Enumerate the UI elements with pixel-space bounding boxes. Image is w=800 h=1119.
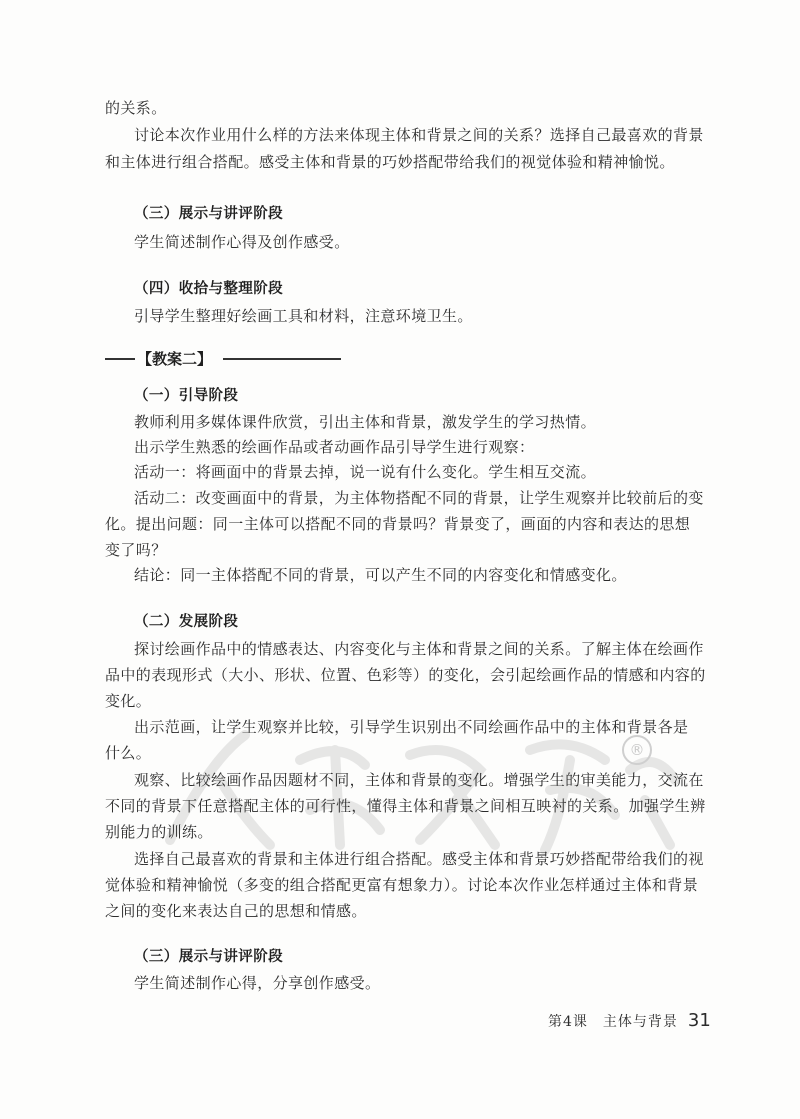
paragraph-line: 教师利用多媒体课件欣赏，引出主体和背景，激发学生的学习热情。 (134, 413, 597, 431)
paragraph-line: 什么。 (105, 744, 152, 762)
paragraph-line: 引导学生整理好绘画工具和材料，注意环境卫生。 (134, 307, 473, 325)
paragraph-line: 观察、比较绘画作品因题材不同，主体和背景的变化。增强学生的审美能力，交流在 (134, 771, 704, 789)
paragraph-line: 之间的变化来表达自己的思想和情感。 (105, 902, 367, 920)
paragraph-line: 结论：同一主体搭配不同的背景，可以产生不同的内容变化和情感变化。 (134, 566, 627, 584)
stage-heading: （三）展示与讲评阶段 (134, 206, 283, 222)
lesson-title: 第4课 主体与背景 (548, 1014, 678, 1030)
paragraph-line: 化。提出问题：同一主体可以搭配不同的背景吗？背景变了，画面的内容和表达的思想 (105, 515, 691, 533)
section-title-text: 【教案二】 (137, 350, 213, 368)
paragraph-line: 出示范画，让学生观察并比较，引导学生识别出不同绘画作品中的主体和背景各是 (134, 718, 689, 736)
paragraph-line: 和主体进行组合搭配。感受主体和背景的巧妙搭配带给我们的视觉体验和精神愉悦。 (105, 153, 675, 171)
paragraph-line: 出示学生熟悉的绘画作品或者动画作品引导学生进行观察： (134, 438, 535, 456)
paragraph-line: 品中的表现形式（大小、形状、位置、色彩等）的变化，会引起绘画作品的情感和内容的 (105, 666, 706, 684)
stage-heading: （二）发展阶段 (134, 614, 239, 630)
paragraph-line: 觉体验和精神愉悦（多变的组合搭配更富有想象力）。讨论本次作业怎样通过主体和背景 (105, 876, 699, 894)
stage-heading: （三）展示与讲评阶段 (134, 949, 283, 965)
stage-heading: （一）引导阶段 (134, 388, 239, 404)
stage-heading: （四）收拾与整理阶段 (134, 281, 283, 297)
paragraph-line: 选择自己最喜欢的背景和主体进行组合搭配。感受主体和背景巧妙搭配带给我们的视 (134, 850, 704, 868)
registered-mark: ® (622, 735, 652, 765)
page-footer (548, 1010, 711, 1031)
paragraph-line: 活动二：改变画面中的背景，为主体物搭配不同的背景，让学生观察并比较前后的变 (134, 489, 704, 507)
paragraph-line: 变化。 (105, 692, 152, 710)
paragraph-line: 别能力的训练。 (105, 823, 213, 841)
paragraph-line: 探讨绘画作品中的情感表达、内容变化与主体和背景之间的关系。了解主体在绘画作 (134, 640, 704, 658)
paragraph-line: 学生简述制作心得，分享创作感受。 (134, 974, 381, 992)
title-rule-right (223, 358, 341, 360)
paragraph-line: 学生简述制作心得及创作感受。 (134, 233, 350, 251)
page-number: 31 (687, 1010, 711, 1031)
paragraph-line: 不同的背景下任意搭配主体的可行性，懂得主体和背景之间相互映衬的关系。加强学生辨 (105, 797, 706, 815)
section-title (105, 347, 345, 371)
title-rule-left (105, 358, 135, 360)
paragraph-line: 活动一：将画面中的背景去掉，说一说有什么变化。学生相互交流。 (134, 463, 597, 481)
paragraph-line: 的关系。 (105, 99, 167, 117)
paragraph-line: 讨论本次作业用什么样的方法来体现主体和背景之间的关系？选择自己最喜欢的背景 (134, 126, 704, 144)
paragraph-line: 变了吗？ (105, 541, 167, 559)
